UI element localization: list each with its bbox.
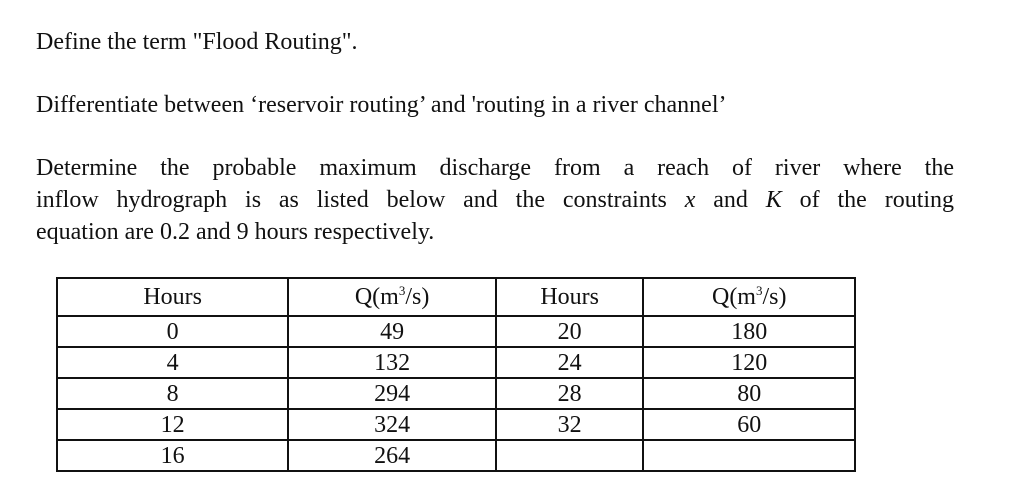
header-discharge-1 [288,278,495,316]
header-discharge-2 [643,278,855,316]
header-discharge-2-tail: /s) [762,284,787,310]
table-cell: 324 [288,409,495,440]
question-line-2-part-b: and [713,187,748,213]
table-cell: 120 [643,347,855,378]
inflow-hydrograph-table [56,277,856,472]
table-row [57,409,855,440]
table-header-row [57,278,855,316]
table-cell: 60 [643,409,855,440]
question-line-2 [36,184,954,216]
table-cell: 4 [57,347,288,378]
table-cell: 12 [57,409,288,440]
header-discharge-1-exponent: 3 [398,283,406,298]
table-cell: 32 [496,409,644,440]
table-cell: 20 [496,316,644,347]
table-cell: 0 [57,316,288,347]
header-hours-1: Hours [57,278,288,316]
question-line-2-part-c: of the routing [799,187,955,213]
header-discharge-2-exponent: 3 [755,283,763,298]
table-cell: 264 [288,440,495,471]
variable-x: x [684,187,696,213]
table-cell: 294 [288,378,495,409]
table-cell [643,440,855,471]
table-row [57,378,855,409]
table-row [57,347,855,378]
question-differentiate-routing: Differentiate between ‘reservoir routing’ and 'routing in a river channel’ [36,92,727,118]
table-row [57,440,855,471]
table-cell: 28 [496,378,644,409]
table-cell: 8 [57,378,288,409]
table-cell: 24 [496,347,644,378]
question-maximum-discharge [36,152,954,248]
table-cell: 180 [643,316,855,347]
table-cell: 132 [288,347,495,378]
question-line-3: equation are 0.2 and 9 hours respectively. [36,219,435,245]
header-discharge-1-tail: /s) [405,284,430,310]
header-discharge-1-base: Q(m [354,284,399,310]
header-hours-2: Hours [496,278,644,316]
question-flood-routing: Define the term "Flood Routing". [36,29,358,55]
variable-k: K [765,187,782,213]
table-cell [496,440,644,471]
question-line-1: Determine the probable maximum discharge from a reach of river where the [36,155,954,181]
table-cell: 49 [288,316,495,347]
table-row [57,316,855,347]
table-cell: 16 [57,440,288,471]
header-discharge-2-base: Q(m [711,284,756,310]
question-line-2-part-a: inflow hydrograph is as listed below and the constraints [36,187,667,213]
table-cell: 80 [643,378,855,409]
